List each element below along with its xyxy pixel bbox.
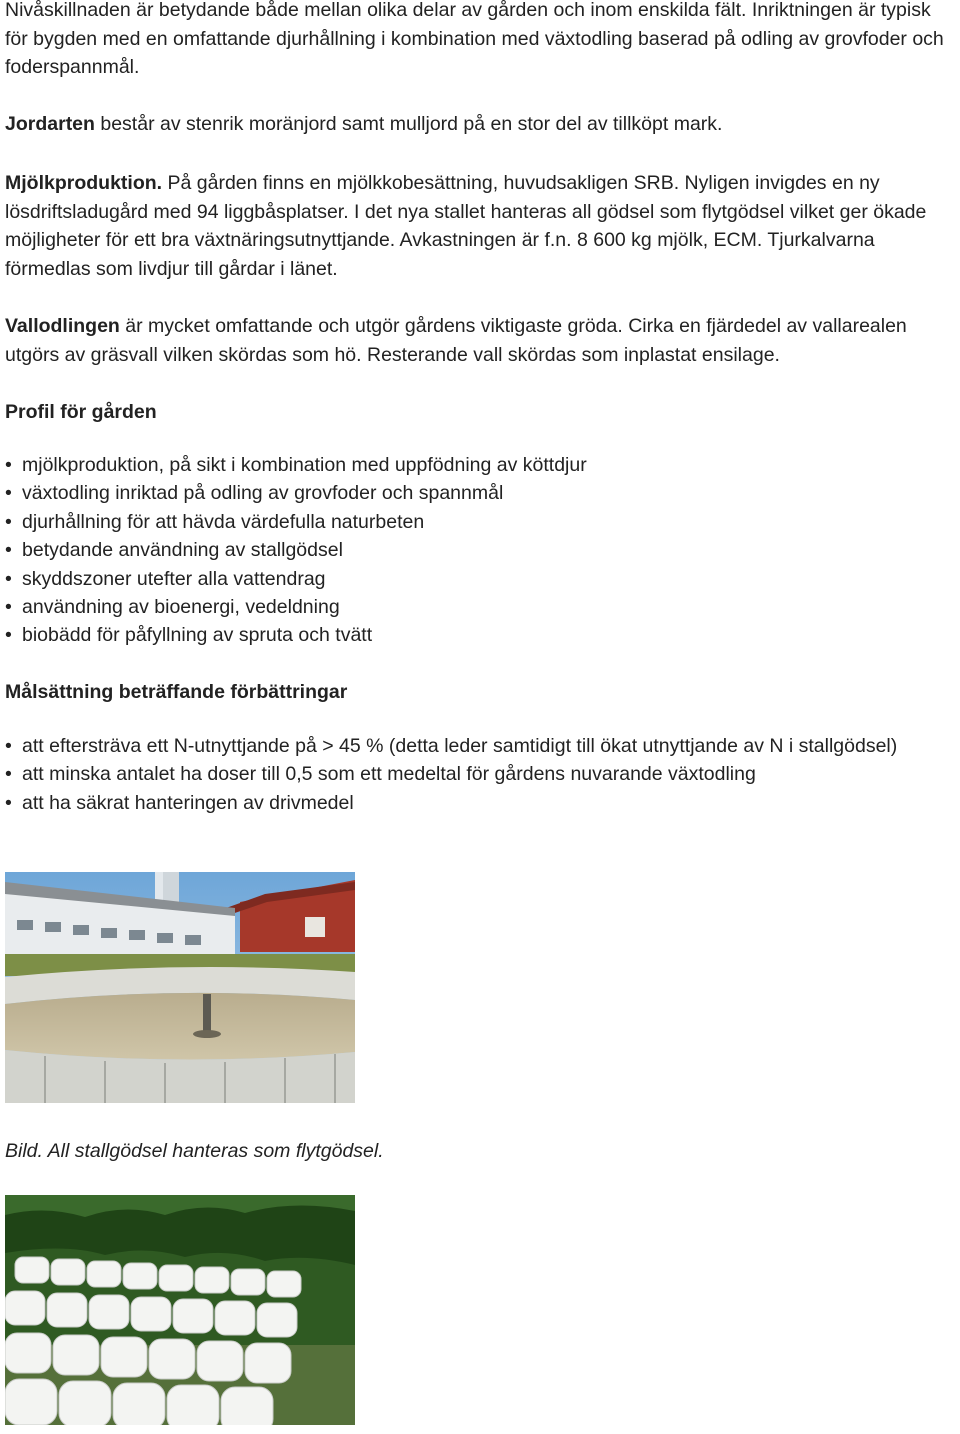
ley-paragraph — [5, 312, 952, 369]
profile-list — [5, 451, 952, 650]
list-item: • att eftersträva ett N-utnyttjande på > 45 % (detta leder samtidigt till ökat utnyttjande av N i stallgödsel) — [5, 732, 952, 760]
milk-lead: Mjölkproduktion. — [5, 172, 163, 194]
silage-bales-photo — [5, 1195, 355, 1425]
list-item: • användning av bioenergi, vedeldning — [5, 593, 952, 621]
ley-text: är mycket omfattande och utgör gårdens viktigaste gröda. Cirka en fjärdedel av vallarealen utgörs av gräsvall vilken skördas som hö. Resterande vall skördas som inplastat ensilage. — [5, 315, 907, 366]
milk-paragraph — [5, 169, 952, 283]
list-item: • mjölkproduktion, på sikt i kombination med uppfödning av köttdjur — [5, 451, 952, 479]
soil-paragraph — [5, 110, 952, 139]
profile-heading: Profil för gården — [5, 401, 157, 423]
list-item: • biobädd för påfyllning av spruta och tvätt — [5, 621, 952, 649]
list-item: • att minska antalet ha doser till 0,5 som ett medeltal för gårdens nuvarande växtodling — [5, 760, 952, 788]
goals-heading: Målsättning beträffande förbättringar — [5, 681, 348, 703]
list-item: • växtodling inriktad på odling av grovfoder och spannmål — [5, 479, 952, 507]
photo-caption: Bild. All stallgödsel hanteras som flytgödsel. — [5, 1140, 384, 1162]
ley-lead: Vallodlingen — [5, 315, 120, 337]
list-item: • att ha säkrat hanteringen av drivmedel — [5, 789, 952, 817]
silage-bales-image — [5, 1195, 355, 1425]
milk-text: På gården finns en mjölkkobesättning, huvudsakligen SRB. Nyligen invigdes en ny lösdriftsladugård med 94 liggbåsplatser. I det nya stallet hanteras all gödsel som flytgödsel vilket ger ökade möjligheter för ett bra växtnäringsutnyttjande. Avkastningen är f.n. 8 600 kg mjölk, ECM. Tjurkalvarna förmedlas som livdjur till gårdar i länet. — [5, 172, 927, 280]
soil-text: består av stenrik moränjord samt mulljord på en stor del av tillköpt mark. — [94, 113, 723, 135]
list-item: • skyddszoner utefter alla vattendrag — [5, 565, 952, 593]
list-item: • betydande användning av stallgödsel — [5, 536, 952, 564]
goals-list — [5, 732, 952, 817]
list-item: • djurhållning för att hävda värdefulla naturbeten — [5, 508, 952, 536]
manure-tank-image — [5, 872, 355, 1103]
soil-lead: Jordarten — [5, 113, 95, 135]
manure-tank-photo — [5, 872, 355, 1103]
intro-paragraph: Nivåskillnaden är betydande både mellan olika delar av gården och inom enskilda fält. Inriktningen är typisk för bygden med en omfattande djurhållning i kombination med växtodling baserad på odling av grovfoder och foderspannmål. — [5, 0, 944, 78]
